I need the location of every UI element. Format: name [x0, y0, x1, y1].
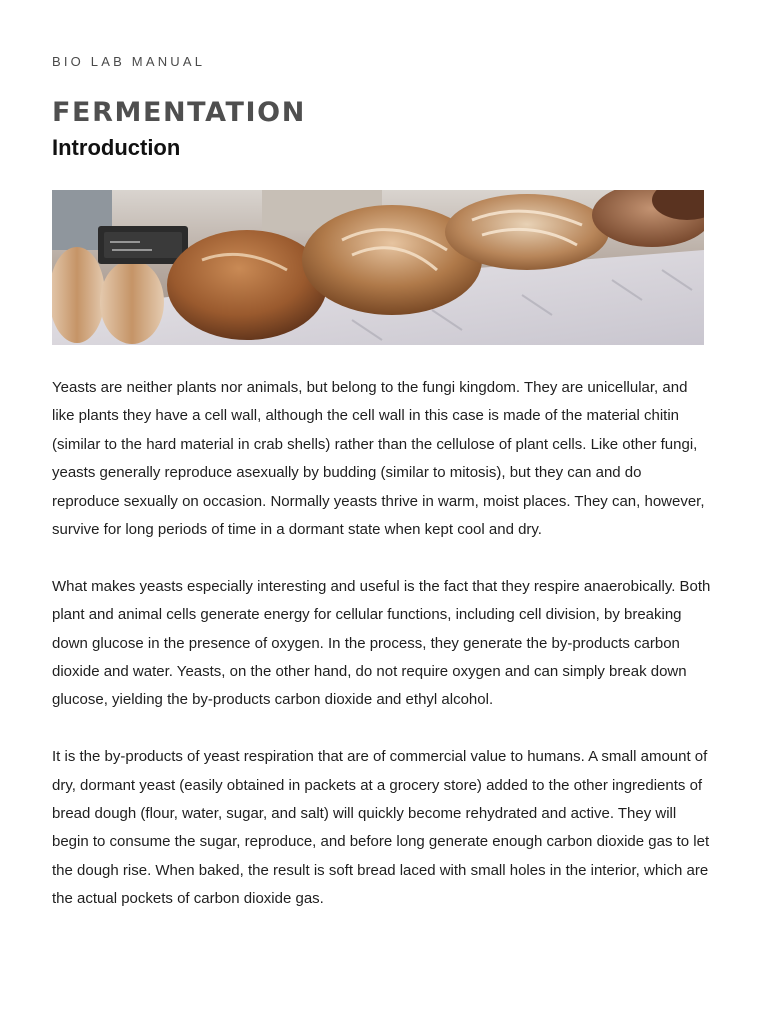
document-eyebrow: BIO LAB MANUAL	[52, 54, 206, 69]
paragraph: What makes yeasts especially interesting and useful is the fact that they respire anaerobically. Both plant and animal cells generate energy for cellular functions, including cell division, by breaking down glucose in the presence of oxygen. In the process, they generate the by-products carbon dioxide and water. Yeasts, on the other hand, do not require oxygen and can simply break down glucose, yielding the by-products carbon dioxide and ethyl alcohol.	[52, 577, 711, 709]
section-heading: Introduction	[52, 135, 181, 160]
paragraph: It is the by-products of yeast respiration that are of commercial value to humans. A small amount of dry, dormant yeast (easily obtained in packets at a grocery store) added to the other ingredients of bread dough (flour, water, sugar, and salt) will quickly become rehydrated and active. They will begin to consume the sugar, reproduce, and before long generate enough carbon dioxide gas to let the dough rise. When baked, the result is soft bread laced with small holes in the interior, which are the actual pockets of carbon dioxide gas.	[52, 748, 710, 908]
paragraph: Yeasts are neither plants nor animals, but belong to the fungi kingdom. They are unicellular, and like plants they have a cell wall, although the cell wall in this case is made of the material chitin (similar to the hard material in crab shells) rather than the cellulose of plant cells. Like other fungi, yeasts generally reproduce asexually by budding (similar to mitosis), but they can and do reproduce sexually on occasion. Normally yeasts thrive in warm, moist places. They can, however, survive for long periods of time in a dormant state when kept cool and dry.	[52, 379, 705, 539]
body-text	[52, 374, 712, 942]
document-title: FERMENTATION	[52, 97, 306, 128]
hero-image	[52, 190, 704, 345]
